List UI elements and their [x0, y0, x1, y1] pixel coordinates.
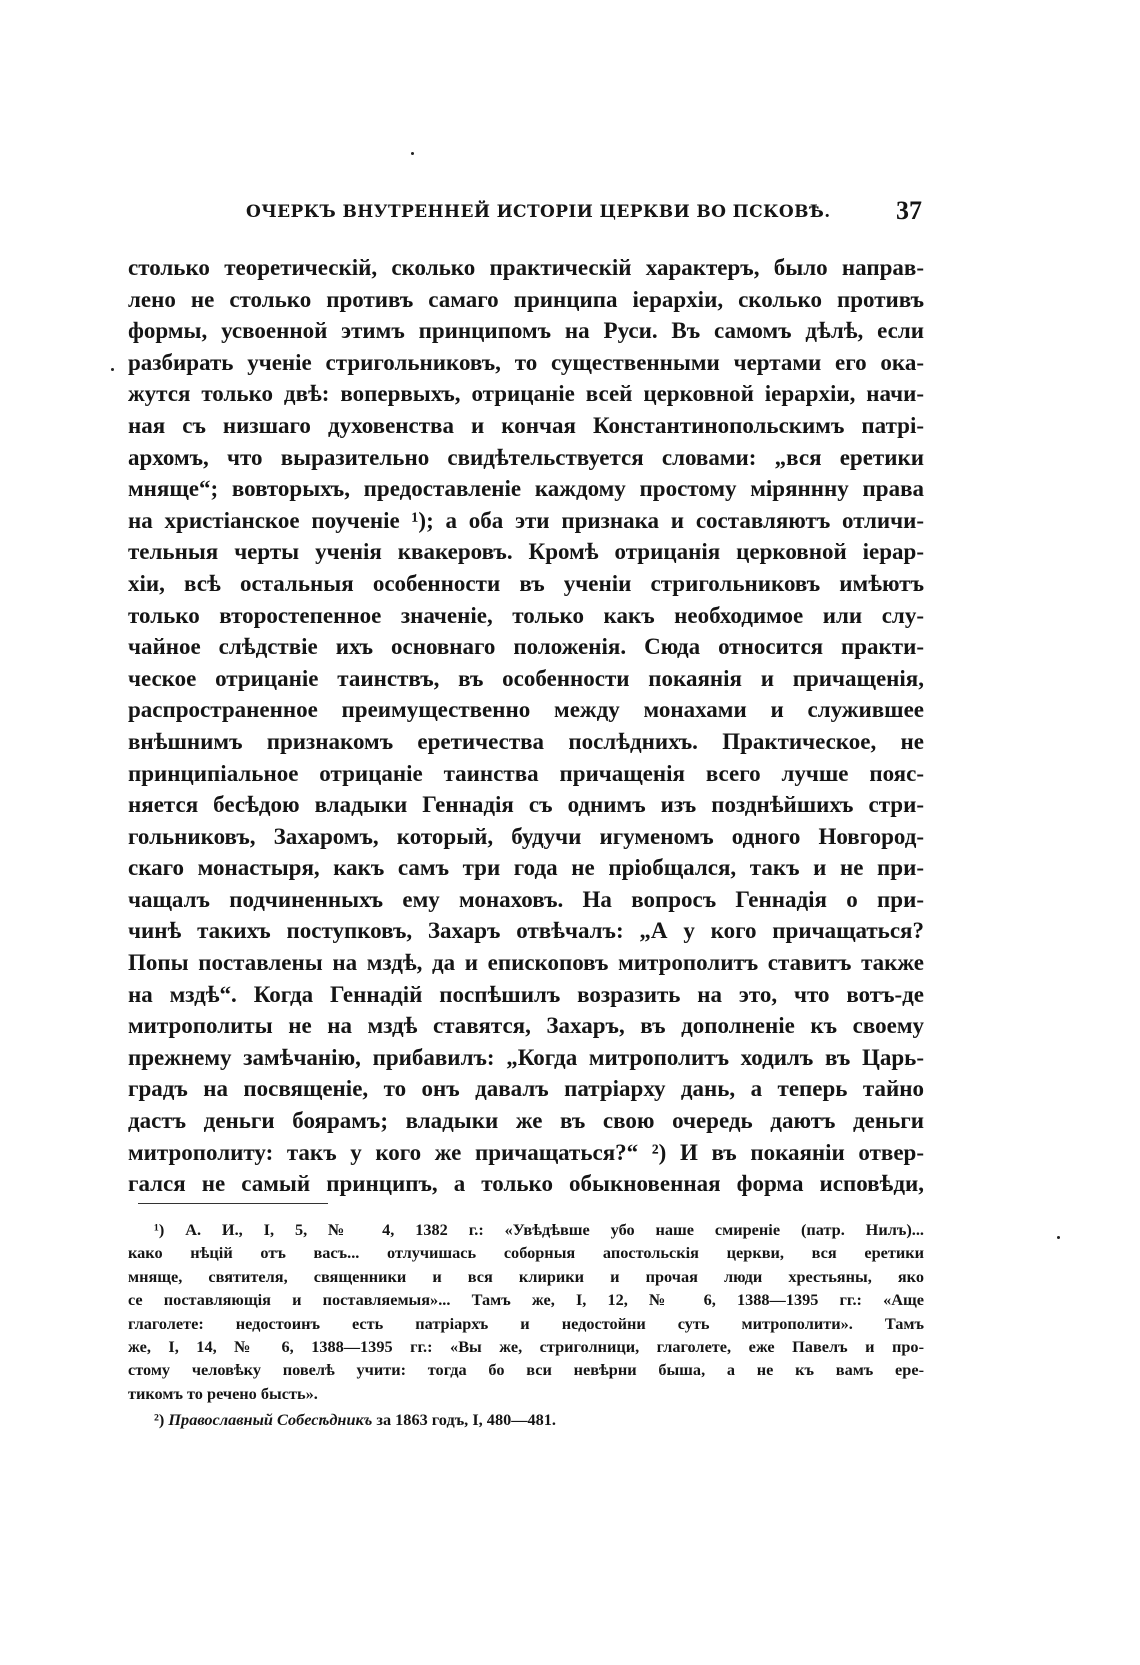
footnote-line: тикомъ то речено бысть».	[128, 1383, 318, 1403]
footnote-line: же, I, 14, № 6, 1388—1395 гг.: «Вы же, стриголници, глаголете, еже Павелъ и про-	[128, 1336, 924, 1356]
text-line: гольниковъ, Захаромъ, который, будучи игуменомъ одного Новгород-	[128, 823, 924, 849]
text-line: скаго монастыря, какъ самъ три года не пріобщался, такъ и не при-	[128, 855, 924, 881]
text-line: жутся только двѣ: вопервыхъ, отрицаніе всей церковной іерархіи, начи-	[128, 381, 924, 407]
footnote-line: како нѣцій отъ васъ... отлучишась соборныя апостольскія церкви, вся еретики	[128, 1243, 924, 1263]
running-title: ОЧЕРКЪ ВНУТРЕННЕЙ ИСТОРІИ ЦЕРКВИ ВО ПСКОВѢ.	[246, 202, 831, 222]
text-line: чинѣ такихъ поступковъ, Захаръ отвѣчалъ: „А у кого причащаться?	[128, 918, 924, 944]
text-line: митрополиты не на мздѣ ставятся, Захаръ, въ дополненіе къ своему	[128, 1013, 924, 1039]
text-line: ная съ низшаго духовенства и кончая Константинопольскимъ патрі-	[128, 412, 924, 438]
print-speck	[411, 152, 414, 155]
text-line: чайное слѣдствіе ихъ основнаго положенія. Сюда относится практи-	[128, 634, 924, 660]
text-line: разбирать ученіе стригольниковъ, то существенными чертами его ока-	[128, 349, 924, 375]
text-line: дастъ деньги боярамъ; владыки же въ свою очередь даютъ деньги	[128, 1108, 924, 1134]
footnote-2	[128, 1408, 924, 1431]
text-line: чащалъ подчиненныхъ ему монаховъ. На вопросъ Геннадія о при-	[128, 886, 924, 912]
text-line: на мздѣ“. Когда Геннадій поспѣшилъ возразить на это, что вотъ-де	[128, 981, 924, 1007]
text-line: формы, усвоенной этимъ принципомъ на Руси. Въ самомъ дѣлѣ, если	[128, 318, 924, 344]
footnotes	[128, 1218, 924, 1432]
footnote-2-source-title: Православный Собесѣдникъ	[168, 1410, 373, 1430]
text-line: мняще“; вовторыхъ, предоставленіе каждому простому міряннну права	[128, 476, 924, 502]
text-line: столько теоретическій, сколько практическій характеръ, было направ-	[128, 255, 924, 280]
text-line: архомъ, что выразительно свидѣтельствуется словами: „вся еретики	[128, 444, 924, 470]
footnote-line: стому человѣку повелѣ учити: тогда бо вси невѣрни быша, а не къ вамъ ере-	[128, 1360, 924, 1380]
page-number: 37	[896, 196, 922, 225]
text-line: внѣшнимъ признакомъ еретичества послѣднихъ. Практическое, не	[128, 728, 924, 754]
text-line: градъ на посвященіе, то онъ давалъ патріарху дань, а теперь тайно	[128, 1076, 924, 1102]
footnote-line: се поставляющія и поставляемыя»... Тамъ же, I, 12, № 6, 1388—1395 гг.: «Аще	[128, 1290, 924, 1310]
print-speck	[1057, 1236, 1060, 1239]
main-text	[128, 252, 924, 1200]
text-line: ческое отрицаніе таинствъ, въ особенности покаянія и причащенія,	[128, 665, 924, 691]
page-header	[246, 196, 922, 236]
footnote-separator	[138, 1203, 328, 1204]
print-speck	[111, 368, 114, 371]
text-line: гался не самый принципъ, а только обыкновенная форма исповѣди,	[128, 1171, 924, 1197]
text-line: хіи, всѣ остальныя особенности въ ученіи стригольниковъ имѣютъ	[128, 570, 924, 596]
footnote-line: глаголете: недостоинъ есть патріархъ и недостойни суть митрополити». Тамъ	[128, 1313, 924, 1333]
footnote-2-marker: ²)	[154, 1410, 165, 1430]
footnote-line: мняще, святителя, священники и вся клирики и прочая люди хрестьяны, яко	[128, 1266, 924, 1286]
text-line: только второстепенное значеніе, только какъ необходимое или слу-	[128, 602, 924, 628]
text-line: митрополиту: такъ у кого же причащаться?“ ²) И въ покаяніи отвер-	[128, 1139, 924, 1165]
footnote-line: ¹) А. И., I, 5, № 4, 1382 г.: «Увѣдѣвше убо наше смиреніе (патр. Нилъ)...	[154, 1220, 924, 1239]
footnote-1	[128, 1218, 924, 1405]
text-line: Попы поставлены на мздѣ, да и епископовъ митрополитъ ставитъ также	[128, 950, 924, 976]
text-line: прежнему замѣчанію, прибавилъ: „Когда митрополитъ ходилъ въ Царь-	[128, 1044, 924, 1070]
text-line: няется бесѣдою владыки Геннадія съ однимъ изъ позднѣйшихъ стри-	[128, 792, 924, 818]
text-line: на христіанское поученіе ¹); а оба эти признака и составляютъ отличи-	[128, 507, 924, 533]
text-line: распространенное преимущественно между монахами и служившее	[128, 697, 924, 723]
text-line: принципіальное отрицаніе таинства причащенія всего лучше пояс-	[128, 760, 924, 786]
text-line: лено не столько противъ самаго принципа іерархіи, сколько противъ	[128, 286, 924, 312]
footnote-2-rest: за 1863 годъ, I, 480—481.	[376, 1410, 556, 1430]
text-line: тельныя черты ученія квакеровъ. Кромѣ отрицанія церковной іерар-	[128, 539, 924, 565]
